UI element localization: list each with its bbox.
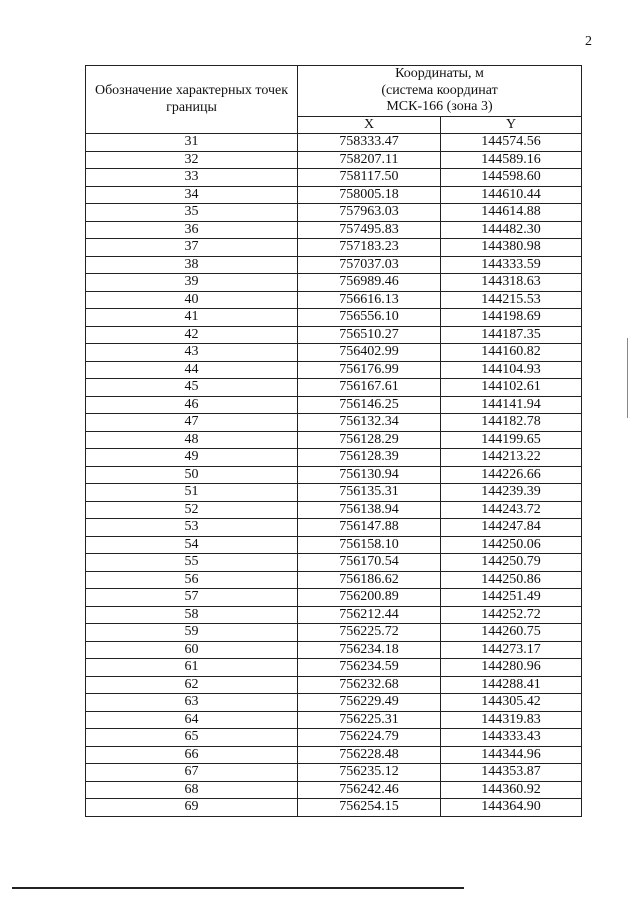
table-row [86, 764, 582, 782]
y-coordinate-cell: 144243.72 [441, 501, 582, 519]
table-row [86, 274, 582, 292]
y-coordinate-cell: 144198.69 [441, 309, 582, 327]
table-row [86, 256, 582, 274]
x-coordinate-cell: 756128.39 [298, 449, 441, 467]
table-row [86, 781, 582, 799]
point-cell: 63 [86, 694, 298, 712]
table-row [86, 309, 582, 327]
table-body [86, 134, 582, 817]
y-coordinate-cell: 144160.82 [441, 344, 582, 362]
table-row [86, 344, 582, 362]
y-coordinate-cell: 144213.22 [441, 449, 582, 467]
x-coordinate-cell: 756234.59 [298, 659, 441, 677]
x-coordinate-cell: 757183.23 [298, 239, 441, 257]
y-coordinate-cell: 144199.65 [441, 431, 582, 449]
y-coordinate-cell: 144482.30 [441, 221, 582, 239]
x-coordinate-cell: 756402.99 [298, 344, 441, 362]
table-row [86, 431, 582, 449]
table-row [86, 519, 582, 537]
point-cell: 52 [86, 501, 298, 519]
point-cell: 55 [86, 554, 298, 572]
y-coordinate-cell: 144614.88 [441, 204, 582, 222]
x-coordinate-cell: 756200.89 [298, 589, 441, 607]
table-row [86, 239, 582, 257]
table-row [86, 606, 582, 624]
point-cell: 31 [86, 134, 298, 152]
table-row [86, 396, 582, 414]
x-coordinate-cell: 756132.34 [298, 414, 441, 432]
y-coordinate-cell: 144226.66 [441, 466, 582, 484]
y-coordinate-cell: 144102.61 [441, 379, 582, 397]
x-coordinate-cell: 758207.11 [298, 151, 441, 169]
coordinates-header-line1: Координаты, м [395, 66, 484, 81]
point-cell: 62 [86, 676, 298, 694]
x-column-header: X [298, 116, 441, 134]
y-coordinate-cell: 144353.87 [441, 764, 582, 782]
point-cell: 67 [86, 764, 298, 782]
point-cell: 57 [86, 589, 298, 607]
table-row [86, 624, 582, 642]
point-column-header: Обозначение характерных точек границы [86, 66, 298, 134]
x-coordinate-cell: 756176.99 [298, 361, 441, 379]
table-row [86, 641, 582, 659]
y-column-header: Y [441, 116, 582, 134]
y-coordinate-cell: 144250.06 [441, 536, 582, 554]
point-cell: 56 [86, 571, 298, 589]
point-cell: 66 [86, 746, 298, 764]
table-row [86, 151, 582, 169]
point-cell: 36 [86, 221, 298, 239]
table-row [86, 326, 582, 344]
point-cell: 44 [86, 361, 298, 379]
page-number: 2 [585, 34, 592, 49]
x-coordinate-cell: 756242.46 [298, 781, 441, 799]
y-coordinate-cell: 144250.86 [441, 571, 582, 589]
point-cell: 47 [86, 414, 298, 432]
x-coordinate-cell: 757037.03 [298, 256, 441, 274]
table-row [86, 186, 582, 204]
y-coordinate-cell: 144589.16 [441, 151, 582, 169]
point-cell: 60 [86, 641, 298, 659]
x-coordinate-cell: 756229.49 [298, 694, 441, 712]
table-row [86, 466, 582, 484]
x-coordinate-cell: 756147.88 [298, 519, 441, 537]
x-coordinate-cell: 756158.10 [298, 536, 441, 554]
x-coordinate-cell: 756146.25 [298, 396, 441, 414]
table-row [86, 729, 582, 747]
x-coordinate-cell: 756616.13 [298, 291, 441, 309]
bottom-rule [12, 887, 464, 889]
table-row [86, 676, 582, 694]
x-coordinate-cell: 758117.50 [298, 169, 441, 187]
coordinates-header-line3: МСК-166 (зона 3) [386, 99, 493, 114]
point-cell: 68 [86, 781, 298, 799]
point-cell: 43 [86, 344, 298, 362]
point-cell: 42 [86, 326, 298, 344]
y-coordinate-cell: 144251.49 [441, 589, 582, 607]
x-coordinate-cell: 756556.10 [298, 309, 441, 327]
point-cell: 41 [86, 309, 298, 327]
table-row [86, 694, 582, 712]
table-row [86, 484, 582, 502]
point-cell: 46 [86, 396, 298, 414]
table-header [86, 66, 582, 134]
y-coordinate-cell: 144273.17 [441, 641, 582, 659]
x-coordinate-cell: 756510.27 [298, 326, 441, 344]
x-coordinate-cell: 758333.47 [298, 134, 441, 152]
point-cell: 37 [86, 239, 298, 257]
y-coordinate-cell: 144260.75 [441, 624, 582, 642]
y-coordinate-cell: 144247.84 [441, 519, 582, 537]
y-coordinate-cell: 144215.53 [441, 291, 582, 309]
y-coordinate-cell: 144288.41 [441, 676, 582, 694]
x-coordinate-cell: 757963.03 [298, 204, 441, 222]
point-cell: 45 [86, 379, 298, 397]
table-row [86, 711, 582, 729]
point-cell: 32 [86, 151, 298, 169]
point-cell: 54 [86, 536, 298, 554]
x-coordinate-cell: 756225.72 [298, 624, 441, 642]
coordinates-table [85, 65, 582, 817]
y-coordinate-cell: 144187.35 [441, 326, 582, 344]
y-coordinate-cell: 144141.94 [441, 396, 582, 414]
point-cell: 51 [86, 484, 298, 502]
point-cell: 65 [86, 729, 298, 747]
x-coordinate-cell: 758005.18 [298, 186, 441, 204]
margin-mark [627, 338, 628, 418]
x-coordinate-cell: 756167.61 [298, 379, 441, 397]
point-cell: 35 [86, 204, 298, 222]
y-coordinate-cell: 144305.42 [441, 694, 582, 712]
table-row [86, 449, 582, 467]
y-coordinate-cell: 144380.98 [441, 239, 582, 257]
y-coordinate-cell: 144252.72 [441, 606, 582, 624]
table-row [86, 169, 582, 187]
x-coordinate-cell: 756234.18 [298, 641, 441, 659]
y-coordinate-cell: 144318.63 [441, 274, 582, 292]
point-cell: 50 [86, 466, 298, 484]
x-coordinate-cell: 756212.44 [298, 606, 441, 624]
y-coordinate-cell: 144250.79 [441, 554, 582, 572]
x-coordinate-cell: 756138.94 [298, 501, 441, 519]
point-cell: 39 [86, 274, 298, 292]
y-coordinate-cell: 144344.96 [441, 746, 582, 764]
table-row [86, 379, 582, 397]
x-coordinate-cell: 756135.31 [298, 484, 441, 502]
table-row [86, 291, 582, 309]
x-coordinate-cell: 756186.62 [298, 571, 441, 589]
point-cell: 34 [86, 186, 298, 204]
x-coordinate-cell: 756170.54 [298, 554, 441, 572]
point-cell: 69 [86, 799, 298, 817]
coordinates-header-line2: (система координат [381, 82, 498, 98]
x-coordinate-cell: 756235.12 [298, 764, 441, 782]
y-coordinate-cell: 144360.92 [441, 781, 582, 799]
table-row [86, 799, 582, 817]
y-coordinate-cell: 144239.39 [441, 484, 582, 502]
point-cell: 64 [86, 711, 298, 729]
table-row [86, 554, 582, 572]
y-coordinate-cell: 144182.78 [441, 414, 582, 432]
y-coordinate-cell: 144333.43 [441, 729, 582, 747]
coordinates-column-header [298, 66, 582, 117]
y-coordinate-cell: 144333.59 [441, 256, 582, 274]
point-cell: 33 [86, 169, 298, 187]
table-row [86, 501, 582, 519]
y-coordinate-cell: 144598.60 [441, 169, 582, 187]
table-row [86, 746, 582, 764]
point-cell: 58 [86, 606, 298, 624]
table-row [86, 659, 582, 677]
x-coordinate-cell: 757495.83 [298, 221, 441, 239]
point-cell: 53 [86, 519, 298, 537]
x-coordinate-cell: 756130.94 [298, 466, 441, 484]
point-cell: 61 [86, 659, 298, 677]
y-coordinate-cell: 144610.44 [441, 186, 582, 204]
point-cell: 48 [86, 431, 298, 449]
table-row [86, 589, 582, 607]
point-cell: 40 [86, 291, 298, 309]
point-cell: 38 [86, 256, 298, 274]
table-row [86, 414, 582, 432]
y-coordinate-cell: 144574.56 [441, 134, 582, 152]
x-coordinate-cell: 756224.79 [298, 729, 441, 747]
x-coordinate-cell: 756225.31 [298, 711, 441, 729]
table-row [86, 134, 582, 152]
y-coordinate-cell: 144364.90 [441, 799, 582, 817]
point-cell: 59 [86, 624, 298, 642]
table-row [86, 536, 582, 554]
x-coordinate-cell: 756128.29 [298, 431, 441, 449]
y-coordinate-cell: 144104.93 [441, 361, 582, 379]
y-coordinate-cell: 144319.83 [441, 711, 582, 729]
table-row [86, 204, 582, 222]
table-row [86, 361, 582, 379]
x-coordinate-cell: 756989.46 [298, 274, 441, 292]
x-coordinate-cell: 756254.15 [298, 799, 441, 817]
x-coordinate-cell: 756232.68 [298, 676, 441, 694]
table-row [86, 571, 582, 589]
x-coordinate-cell: 756228.48 [298, 746, 441, 764]
point-cell: 49 [86, 449, 298, 467]
table-row [86, 221, 582, 239]
y-coordinate-cell: 144280.96 [441, 659, 582, 677]
